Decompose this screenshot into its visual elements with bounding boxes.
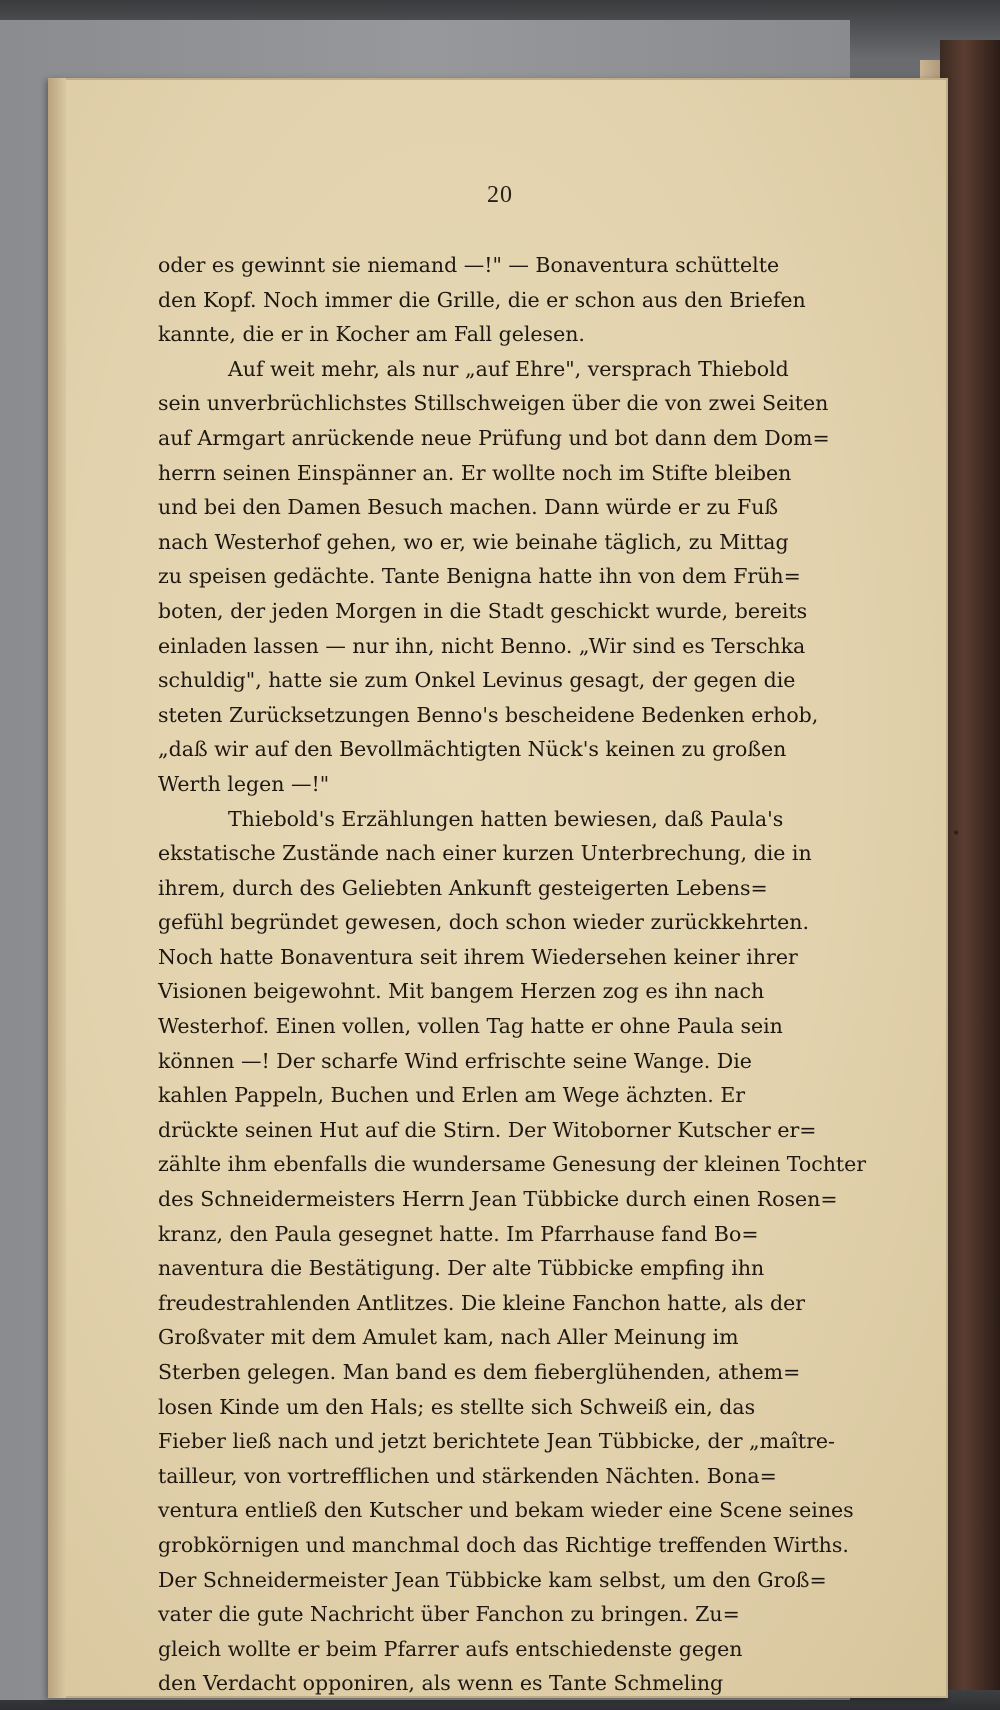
- text-line: oder es gewinnt sie niemand —!" — Bonaventura schüttelte: [158, 253, 780, 277]
- text-line: Thiebold's Erzählungen hatten bewiesen, daß Paula's: [228, 806, 784, 831]
- text-line: tailleur, von vortrefflichen und stärkenden Nächten. Bona=: [158, 1463, 777, 1488]
- text-line: Großvater mit dem Amulet kam, nach Aller Meinung im: [158, 1325, 739, 1350]
- text-line: freudestrahlenden Antlitzes. Die kleine Fanchon hatte, als der: [158, 1290, 806, 1315]
- text-line: ventura entließ den Kutscher und bekam wieder eine Scene seines: [158, 1498, 854, 1523]
- text-line: ihrem, durch des Geliebten Ankunft gesteigerten Lebens=: [158, 875, 768, 900]
- text-line: vater die gute Nachricht über Fanchon zu bringen. Zu=: [158, 1602, 740, 1627]
- text-line: Noch hatte Bonaventura seit ihrem Wiedersehen keiner ihrer: [158, 944, 798, 969]
- text-line: können —! Der scharfe Wind erfrischte seine Wange. Die: [158, 1048, 752, 1073]
- text-line: des Schneidermeisters Herrn Jean Tübbicke durch einen Rosen=: [158, 1187, 838, 1212]
- text-line: steten Zurücksetzungen Benno's bescheidene Bedenken erhob,: [158, 702, 819, 727]
- text-line: den Verdacht opponiren, als wenn es Tante Schmeling: [158, 1671, 724, 1696]
- text-line: kannte, die er in Kocher am Fall gelesen.: [158, 322, 585, 347]
- text-line: „daß wir auf den Bevollmächtigten Nück's keinen zu großen: [158, 737, 787, 762]
- page-gutter: [48, 78, 66, 1698]
- text-line: schuldig", hatte sie zum Onkel Levinus gesagt, der gegen die: [158, 668, 796, 693]
- text-line: grobkörnigen und manchmal doch das Richtige treffenden Wirths.: [158, 1532, 849, 1557]
- text-line: losen Kinde um den Hals; es stellte sich Schweiß ein, das: [158, 1394, 756, 1419]
- text-line: gleich wollte er beim Pfarrer aufs entschiedenste gegen: [158, 1636, 743, 1661]
- text-line: Fieber ließ nach und jetzt berichtete Jean Tübbicke, der „maître-: [158, 1429, 835, 1454]
- text-line: und bei den Damen Besuch machen. Dann würde er zu Fuß: [158, 495, 779, 520]
- text-line: gefühl begründet gewesen, doch schon wieder zurückkehrten.: [158, 910, 810, 935]
- text-line: Westerhof. Einen vollen, vollen Tag hatte er ohne Paula sein: [158, 1014, 783, 1039]
- margin-line: [996, 1300, 998, 1326]
- margin-dot: •: [952, 826, 961, 842]
- text-line: herrn seinen Einspänner an. Er wollte noch im Stifte bleiben: [158, 460, 792, 485]
- text-line: auf Armgart anrückende neue Prüfung und bot dann dem Dom=: [158, 425, 830, 450]
- text-line: kahlen Pappeln, Buchen und Erlen am Wege ächzten. Er: [158, 1083, 746, 1108]
- text-line: boten, der jeden Morgen in die Stadt geschickt wurde, bereits: [158, 598, 808, 623]
- text-line: Werth legen —!": [158, 771, 330, 796]
- text-line: sein unverbrüchlichstes Stillschweigen über die von zwei Seiten: [158, 391, 829, 416]
- page-number: 20: [487, 182, 513, 208]
- text-line: naventura die Bestätigung. Der alte Tübbicke empfing ihn: [158, 1256, 765, 1281]
- text-line: einladen lassen — nur ihn, nicht Benno. „Wir sind es Terschka: [158, 633, 806, 658]
- text-line: Der Schneidermeister Jean Tübbicke kam selbst, um den Groß=: [158, 1567, 827, 1592]
- text-line: zählte ihm ebenfalls die wundersame Genesung der kleinen Tochter: [158, 1152, 867, 1177]
- text-line: Auf weit mehr, als nur „auf Ehre", versprach Thiebold: [228, 356, 789, 381]
- text-line: zu speisen gedächte. Tante Benigna hatte ihn von dem Früh=: [158, 564, 801, 589]
- text-line: ekstatische Zustände nach einer kurzen Unterbrechung, die in: [158, 841, 812, 866]
- text-line: Sterben gelegen. Man band es dem fieberglühenden, athem=: [158, 1360, 801, 1384]
- text-line: drückte seinen Hut auf die Stirn. Der Witoborner Kutscher er=: [158, 1117, 817, 1142]
- text-line: kranz, den Paula gesegnet hatte. Im Pfarrhause fand Bo=: [158, 1221, 759, 1246]
- text-line: Visionen beigewohnt. Mit bangem Herzen zog es ihn nach: [158, 979, 765, 1004]
- text-line: nach Westerhof gehen, wo er, wie beinahe täglich, zu Mittag: [158, 529, 789, 554]
- text-line: den Kopf. Noch immer die Grille, die er schon aus den Briefen: [158, 287, 806, 312]
- page-text: [158, 248, 961, 1701]
